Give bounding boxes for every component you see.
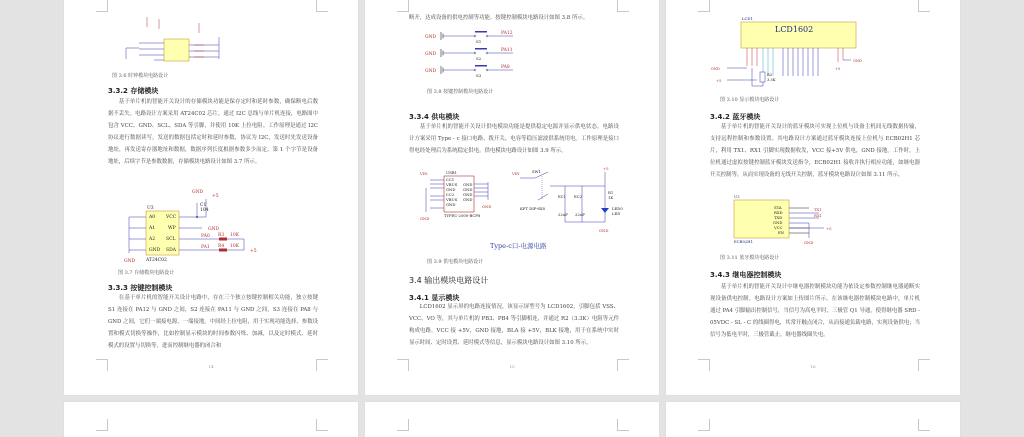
pin-label: A1: [149, 226, 156, 231]
figure-caption: 图 3.9 供电模块电路设计: [427, 259, 484, 265]
cap-val: 104: [200, 208, 209, 213]
net-label: PA8: [501, 65, 510, 70]
resistor-ref: R3: [218, 233, 225, 238]
gnd-label: GND: [482, 204, 492, 209]
section-body: [108, 292, 318, 352]
net-label: TX1: [814, 207, 822, 212]
gnd-label: GND: [425, 69, 437, 74]
section-heading: 3.4.3 继电器控制模块: [710, 271, 782, 279]
pin-label: SCL: [166, 237, 176, 242]
margin-mark: [96, 0, 108, 12]
cap-ref: EC1: [558, 194, 567, 199]
cap-val: 22uF: [575, 212, 585, 217]
net-label: VIN: [420, 171, 428, 176]
gnd-label: GND: [124, 259, 136, 264]
section-body: [409, 301, 619, 349]
net-label: PA11: [501, 48, 513, 53]
vcc-label: +5: [835, 67, 841, 71]
net-label: PA1: [201, 245, 210, 250]
pin-label: VCC: [774, 225, 783, 230]
net-label: PA12: [501, 31, 513, 36]
pin-label: GND: [463, 182, 473, 187]
part-ref: LCD1: [742, 16, 753, 21]
gnd-label: GND: [853, 59, 862, 63]
pin-label: TXD: [774, 215, 783, 220]
part-ref: U2: [734, 194, 740, 199]
bluetooth-circuit-diagram: [734, 196, 854, 246]
figure-caption: 图 3.8 按键控制模块电路设计: [427, 89, 494, 95]
document-page-next-2: [365, 402, 659, 437]
gnd-label: GND: [711, 67, 720, 71]
pin-label: GND: [446, 202, 456, 207]
figure-caption: 图 3.11 蓝牙模块电路设计: [720, 255, 780, 261]
net-label: RX1: [814, 213, 822, 218]
pin-label: SDA: [166, 248, 176, 253]
storage-circuit-diagram: [124, 190, 284, 265]
document-page-16: [666, 0, 960, 395]
resistor-ref: R1: [608, 190, 614, 195]
paragraph: LCD1602 显示屏的电路连接情况，该显示屏型号为 LCD1602，引脚包括 VSS、VCC、VO 等，其与单片机的 PB3、PB4 等引脚相连，并通过 R2（3.3K）电阻等元件构成电路。VCC 接 +5V，GND 接地，BLA 接 +5V，BLK 接地，用于在系统中实时显示时间、定时设置、延时模式等信息，显示模块电路设计如图 3.10 所示。: [409, 304, 619, 347]
net-label: PA0: [201, 234, 210, 239]
pin-label: VCC: [166, 215, 177, 220]
diagram-title: Type-c口-电源电路: [490, 242, 547, 250]
gnd-label: GND: [425, 52, 437, 57]
cap-ref: C1: [200, 203, 207, 208]
part-ref: USB1: [446, 170, 458, 175]
document-page-15: [365, 0, 659, 395]
pin-label: STA: [774, 205, 782, 210]
margin-mark: [617, 0, 629, 12]
lcd-circuit-diagram: [711, 14, 861, 94]
section-heading: 3.3.2 存储模块: [108, 87, 159, 95]
part-ref: SW1: [532, 169, 541, 174]
gnd-label: GND: [425, 35, 437, 40]
vcc-label: +5: [212, 194, 219, 199]
pin-label: GND: [463, 192, 473, 197]
button-circuit-diagram: [425, 28, 545, 83]
pin-label: EN: [778, 230, 785, 235]
page-number: 14: [208, 364, 214, 369]
resistor-val: 10K: [230, 233, 240, 238]
section-heading: 3.4.1 显示模块: [409, 294, 460, 302]
margin-mark: [698, 419, 710, 431]
figure-caption: 图 3.6 时钟模块电路设计: [112, 73, 169, 79]
margin-mark: [316, 419, 328, 431]
chip-ref: U3: [147, 206, 154, 211]
margin-mark: [918, 0, 930, 12]
margin-mark: [316, 0, 328, 12]
pin-label: GND: [149, 248, 161, 253]
gnd-label: GND: [599, 228, 609, 233]
figure-caption: 图 3.10 显示模块电路设计: [720, 97, 780, 103]
pin-label: A2: [149, 237, 156, 242]
vcc-label: +5: [826, 226, 832, 231]
section-body: [710, 121, 920, 181]
section-body: [710, 281, 920, 341]
power-circuit-diagram: [420, 166, 623, 250]
gnd-label: GND: [804, 240, 814, 245]
section-body: [108, 96, 318, 169]
document-page-next-1: [64, 402, 358, 437]
pin-label: A0: [149, 215, 156, 220]
margin-mark: [698, 0, 710, 12]
document-page-next-3: [666, 402, 960, 437]
section-body: [409, 121, 619, 157]
switch-ref: S3: [476, 73, 482, 78]
paragraph: 基于单片机的智能开关设计的存储模块功能是保存定时和延时参数，确保断电后数据不丢失。电路设计方案采用 AT24C02 芯片，通过 I2C 总线与单片机连接，电路图中包含 VCC、GND、SCL、SDA 等引脚，并使用 10K 上拉电阻。工作原理是通过 I2C 协议进行数据读写，发送的数据包括定时和延时参数，协议为 I2C，发送时先发送设备地址，再发送寄存器地址和数据，数据序列长度根据参数多少而定，第 1 个字节是设备地址，后续字节是参数数据，存储模块电路设计如图 3.7 所示。: [108, 99, 318, 166]
section-heading: 3.3.4 供电模块: [409, 113, 460, 121]
led-ref: LED0: [612, 206, 623, 211]
figure-caption: 图 3.7 存储模块电路设计: [118, 270, 175, 276]
gnd-label: GND: [208, 227, 220, 232]
pin-label: VBUS: [446, 197, 458, 202]
pin-label: GND: [773, 220, 783, 225]
resistor-val: 3.3K: [767, 78, 776, 82]
cap-val: 22uF: [558, 212, 568, 217]
pin-label: CC2: [446, 192, 455, 197]
net-label: VIN: [512, 171, 520, 176]
lcd-title: LCD1602: [775, 25, 814, 34]
resistor-ref: R2: [767, 73, 772, 77]
part-name: TYPEC-2500-BCP8: [444, 213, 481, 218]
pin-label: GND: [463, 197, 473, 202]
continued-text: 断开，达成设备的供电控制等功能。按键控制模块电路设计如图 3.8 所示。: [409, 15, 589, 21]
switch-ref: S1: [476, 39, 482, 44]
part-name: ECB02H1: [734, 239, 754, 244]
margin-mark: [96, 419, 108, 431]
pin-label: VBUS: [446, 182, 458, 187]
document-page-14: [64, 0, 358, 395]
paragraph: 在基于单片机的智能开关设计电路中，存在三个独立按键控制相关功能，独立按键 S1 连接在 PA12 与 GND 之间，S2 连接在 PA11 与 GND 之间，S3 连接在 PA8 与 GND 之间，它们一端接电源，一端接地，中间经上拉电阻，用于实现功能选择、参数设置和模式切换等操作，比如控制显示模块的时间参数闪烁、加减，以及定时模式、延时模式的设置与切换等，进而控制继电器的闭合和: [108, 295, 318, 350]
margin-mark: [617, 419, 629, 431]
margin-mark: [918, 419, 930, 431]
pin-label: WP: [168, 226, 176, 231]
chip-name: AT24C02: [146, 258, 167, 263]
paragraph: 基于单片机的智能开关设计的蓝牙模块可实现上位机与设备主机间无线数据传输，支持远程控制和参数设置。其电路设计方案通过蓝牙模块连接上位机与 ECB02H1 芯片，利用 TX1、RX1 引脚实现数据收发，VCC 接+5V 供电，GND 接地。工作时，上位机通过虚拟按键控制蓝牙模块发送指令，ECB02H1 接收并执行相应功能，如继电器开关控制等，从而实现设备的无线开关控制，蓝牙模块电路设计如图 3.11 所示。: [710, 124, 920, 179]
margin-mark: [397, 0, 409, 12]
margin-mark: [397, 419, 409, 431]
section-heading: 3.3.3 按键控制模块: [108, 284, 173, 292]
pin-label: RXD: [774, 210, 783, 215]
cap-ref: EC2: [574, 194, 583, 199]
page-number: 15: [509, 364, 515, 369]
resistor-ref: R4: [218, 244, 225, 249]
vcc-label: +5: [603, 166, 609, 171]
resistor-val: 10K: [230, 244, 240, 249]
pin-label: GND: [463, 187, 473, 192]
pin-label: GND: [446, 187, 456, 192]
vcc-label: +5: [716, 79, 722, 83]
resistor-val: 1K: [608, 195, 614, 200]
gnd-label: GND: [192, 190, 204, 195]
paragraph: 基于单片机的智能开关设计中继电器控制模块功能为依设定参数控制继电器通断实现设备供电控制。电路设计方案如上传图片所示。在该继电器控制模块电路中，单片机通过 PA4 引脚输出控制信号，当信号为高电平时，三极管 Q1 导通，使得继电器 SRD - 05VDC - SL - C 的线圈得电，其常开触点闭合，从而接通负载电路，实现设备供电；当信号为低电平时，三极管截止，继电器线圈失电。: [710, 284, 920, 339]
led-name: LED: [612, 211, 621, 216]
section-heading: 3.4.2 蓝牙模块: [710, 113, 761, 121]
gnd-label: GND: [420, 216, 430, 221]
part-name: KFT DIP-8X8: [520, 206, 545, 211]
pin-label: CC1: [446, 177, 455, 182]
switch-ref: S2: [476, 56, 482, 61]
vcc-label: +5: [250, 249, 257, 254]
section-heading: 3.4 输出模块电路设计: [409, 276, 489, 285]
page-number: 16: [810, 364, 816, 369]
clock-circuit-diagram: [119, 15, 239, 65]
paragraph: 基于单片机的智能开关设计供电模块功能是提供稳定电源并显示供电状态。电路设计方案采用 Type - c 接口电路、拨开关、电容等稳压滤波供系统用电。工作原理是接口得电经处理后为系统稳定供电。供电模块电路设计如图 3.9 所示。: [409, 124, 619, 155]
